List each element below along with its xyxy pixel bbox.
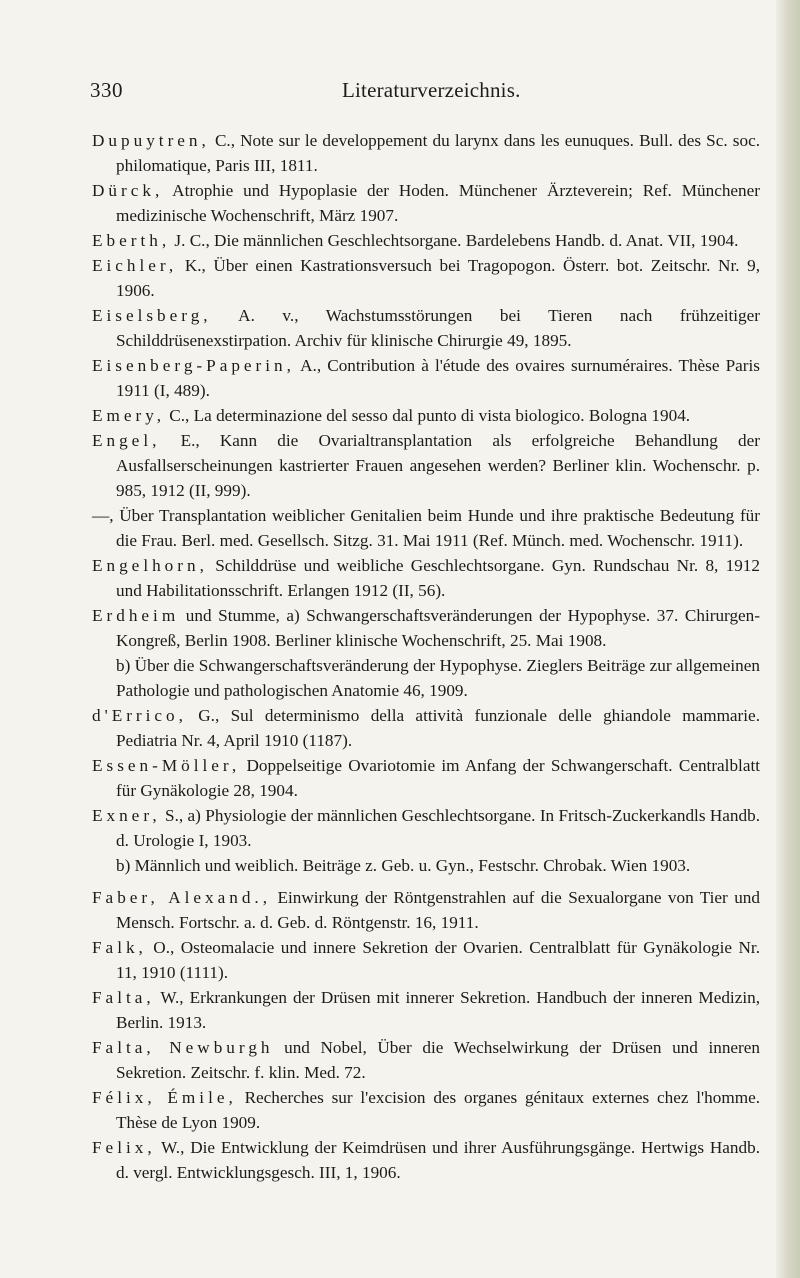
entry-text: Schilddrüse und weibliche Geschlechtsorgane. Gyn. Rundschau Nr. 8, 1912 und Habilitationsschrift. Erlangen 1912 (II, 56). xyxy=(116,556,760,600)
entry-author: Engelhorn, xyxy=(92,556,208,575)
bibliography-list xyxy=(92,128,760,1185)
bibliography-entry xyxy=(92,703,760,753)
entry-author: Felix, xyxy=(92,1138,156,1157)
entry-author: Félix, Émile, xyxy=(92,1088,237,1107)
bibliography-entry xyxy=(92,403,760,428)
entry-text: Recherches sur l'excision des organes génitaux externes chez l'homme. Thèse de Lyon 1909. xyxy=(116,1088,760,1132)
entry-author: Falta, Newburgh xyxy=(92,1038,274,1057)
entry-text: b) Über die Schwangerschaftsveränderung der Hypophyse. Zieglers Beiträge zur allgemeinen Pathologie und pathologischen Anatomie 46, 1909. xyxy=(116,656,760,700)
entry-author: Emery, xyxy=(92,406,165,425)
entry-author: Eichler, xyxy=(92,256,178,275)
bibliography-entry xyxy=(92,603,760,653)
bibliography-entry xyxy=(92,503,760,553)
bibliography-entry xyxy=(92,553,760,603)
entry-text: und Nobel, Über die Wechselwirkung der Drüsen und inneren Sekretion. Zeitschr. f. klin. Med. 72. xyxy=(116,1038,761,1082)
bibliography-entry xyxy=(92,353,760,403)
entry-text: und Stumme, a) Schwangerschaftsveränderungen der Hypophyse. 37. Chirurgen-Kongreß, Berlin 1908. Berliner klinische Wochenschrift, 25. Mai 1908. xyxy=(116,606,760,650)
entry-text: Atrophie und Hypoplasie der Hoden. Münchener Ärzteverein; Ref. Münchener medizinische Wochenschrift, März 1907. xyxy=(116,181,760,225)
bibliography-entry xyxy=(92,1135,760,1185)
page-edge-shadow xyxy=(776,0,800,1278)
bibliography-entry xyxy=(92,1085,760,1135)
bibliography-entry xyxy=(92,935,760,985)
bibliography-entry xyxy=(92,653,760,703)
bibliography-entry xyxy=(92,885,760,935)
entry-text: K., Über einen Kastrationsversuch bei Tragopogon. Österr. bot. Zeitschr. Nr. 9, 1906. xyxy=(116,256,760,300)
entry-text: Einwirkung der Röntgenstrahlen auf die Sexualorgane von Tier und Mensch. Fortschr. a. d. Geb. d. Röntgenstr. 16, 1911. xyxy=(116,888,760,932)
entry-author: Erdheim xyxy=(92,606,180,625)
bibliography-entry xyxy=(92,753,760,803)
entry-text: E., Kann die Ovarialtransplantation als erfolgreiche Behandlung der Ausfallserscheinungen kastrierter Frauen angesehen werden? Berliner klin. Wochenschr. p. 985, 1912 (II, 999). xyxy=(116,431,760,500)
entry-author: Falk, xyxy=(92,938,147,957)
running-title: Literaturverzeichnis. xyxy=(342,78,521,102)
bibliography-entry xyxy=(92,985,760,1035)
entry-author: Eberth, xyxy=(92,231,171,250)
bibliography-entry xyxy=(92,253,760,303)
entry-author: Dupuytren, xyxy=(92,131,210,150)
entry-author: Falta, xyxy=(92,988,155,1007)
bibliography-entry xyxy=(92,128,760,178)
entry-author: Faber, Alexand., xyxy=(92,888,272,907)
bibliography-entry xyxy=(92,1035,760,1085)
entry-text: Doppelseitige Ovariotomie im Anfang der Schwangerschaft. Centralblatt für Gynäkologie 28, 1904. xyxy=(116,756,760,800)
entry-text: J. C., Die männlichen Geschlechtsorgane. Bardelebens Handb. d. Anat. VII, 1904. xyxy=(170,231,739,250)
bibliography-entry xyxy=(92,303,760,353)
bibliography-entry xyxy=(92,803,760,853)
entry-text: —, Über Transplantation weiblicher Genitalien beim Hunde und ihre praktische Bedeutung für die Frau. Berl. med. Gesellsch. Sitzg. 31. Mai 1911 (Ref. Münch. med. Wochenschr. 1911). xyxy=(92,506,760,550)
entry-author: Engel, xyxy=(92,431,161,450)
bibliography-entry xyxy=(92,178,760,228)
page-header xyxy=(90,78,730,108)
entry-text: A. v., Wachstumsstörungen bei Tieren nach frühzeitiger Schilddrüsenexstirpation. Archiv für klinische Chirurgie 49, 1895. xyxy=(116,306,760,350)
entry-text: A., Contribution à l'étude des ovaires surnuméraires. Thèse Paris 1911 (I, 489). xyxy=(116,356,760,400)
page-number: 330 xyxy=(90,78,123,102)
entry-author: Essen-Möller, xyxy=(92,756,241,775)
entry-text: W., Erkrankungen der Drüsen mit innerer Sekretion. Handbuch der inneren Medizin, Berlin. 1913. xyxy=(116,988,760,1032)
entry-author: Dürck, xyxy=(92,181,164,200)
entry-author: Eiselsberg, xyxy=(92,306,212,325)
entry-text: b) Männlich und weiblich. Beiträge z. Geb. u. Gyn., Festschr. Chrobak. Wien 1903. xyxy=(116,856,691,875)
entry-text: G., Sul determinismo della attività funzionale delle ghiandole mammarie. Pediatria Nr. 4, April 1910 (1187). xyxy=(116,706,760,750)
entry-text: C., Note sur le developpement du larynx dans les eunuques. Bull. des Sc. soc. philomatique, Paris III, 1811. xyxy=(116,131,760,175)
entry-text: C., La determinazione del sesso dal punto di vista biologico. Bologna 1904. xyxy=(165,406,691,425)
entry-text: O., Osteomalacie und innere Sekretion der Ovarien. Centralblatt für Gynäkologie Nr. 11, 1910 (1111). xyxy=(116,938,760,982)
entry-text: S., a) Physiologie der männlichen Geschlechtsorgane. In Fritsch-Zuckerkandls Handb. d. Urologie I, 1903. xyxy=(116,806,760,850)
entry-author: Eisenberg-Paperin, xyxy=(92,356,295,375)
bibliography-entry xyxy=(92,428,760,503)
bibliography-entry xyxy=(92,853,760,878)
entry-author: Exner, xyxy=(92,806,161,825)
entry-text: W., Die Entwicklung der Keimdrüsen und ihrer Ausführungsgänge. Hertwigs Handb. d. vergl. Entwicklungsgesch. III, 1, 1906. xyxy=(116,1138,760,1182)
bibliography-entry xyxy=(92,228,760,253)
entry-author: d'Errico, xyxy=(92,706,187,725)
